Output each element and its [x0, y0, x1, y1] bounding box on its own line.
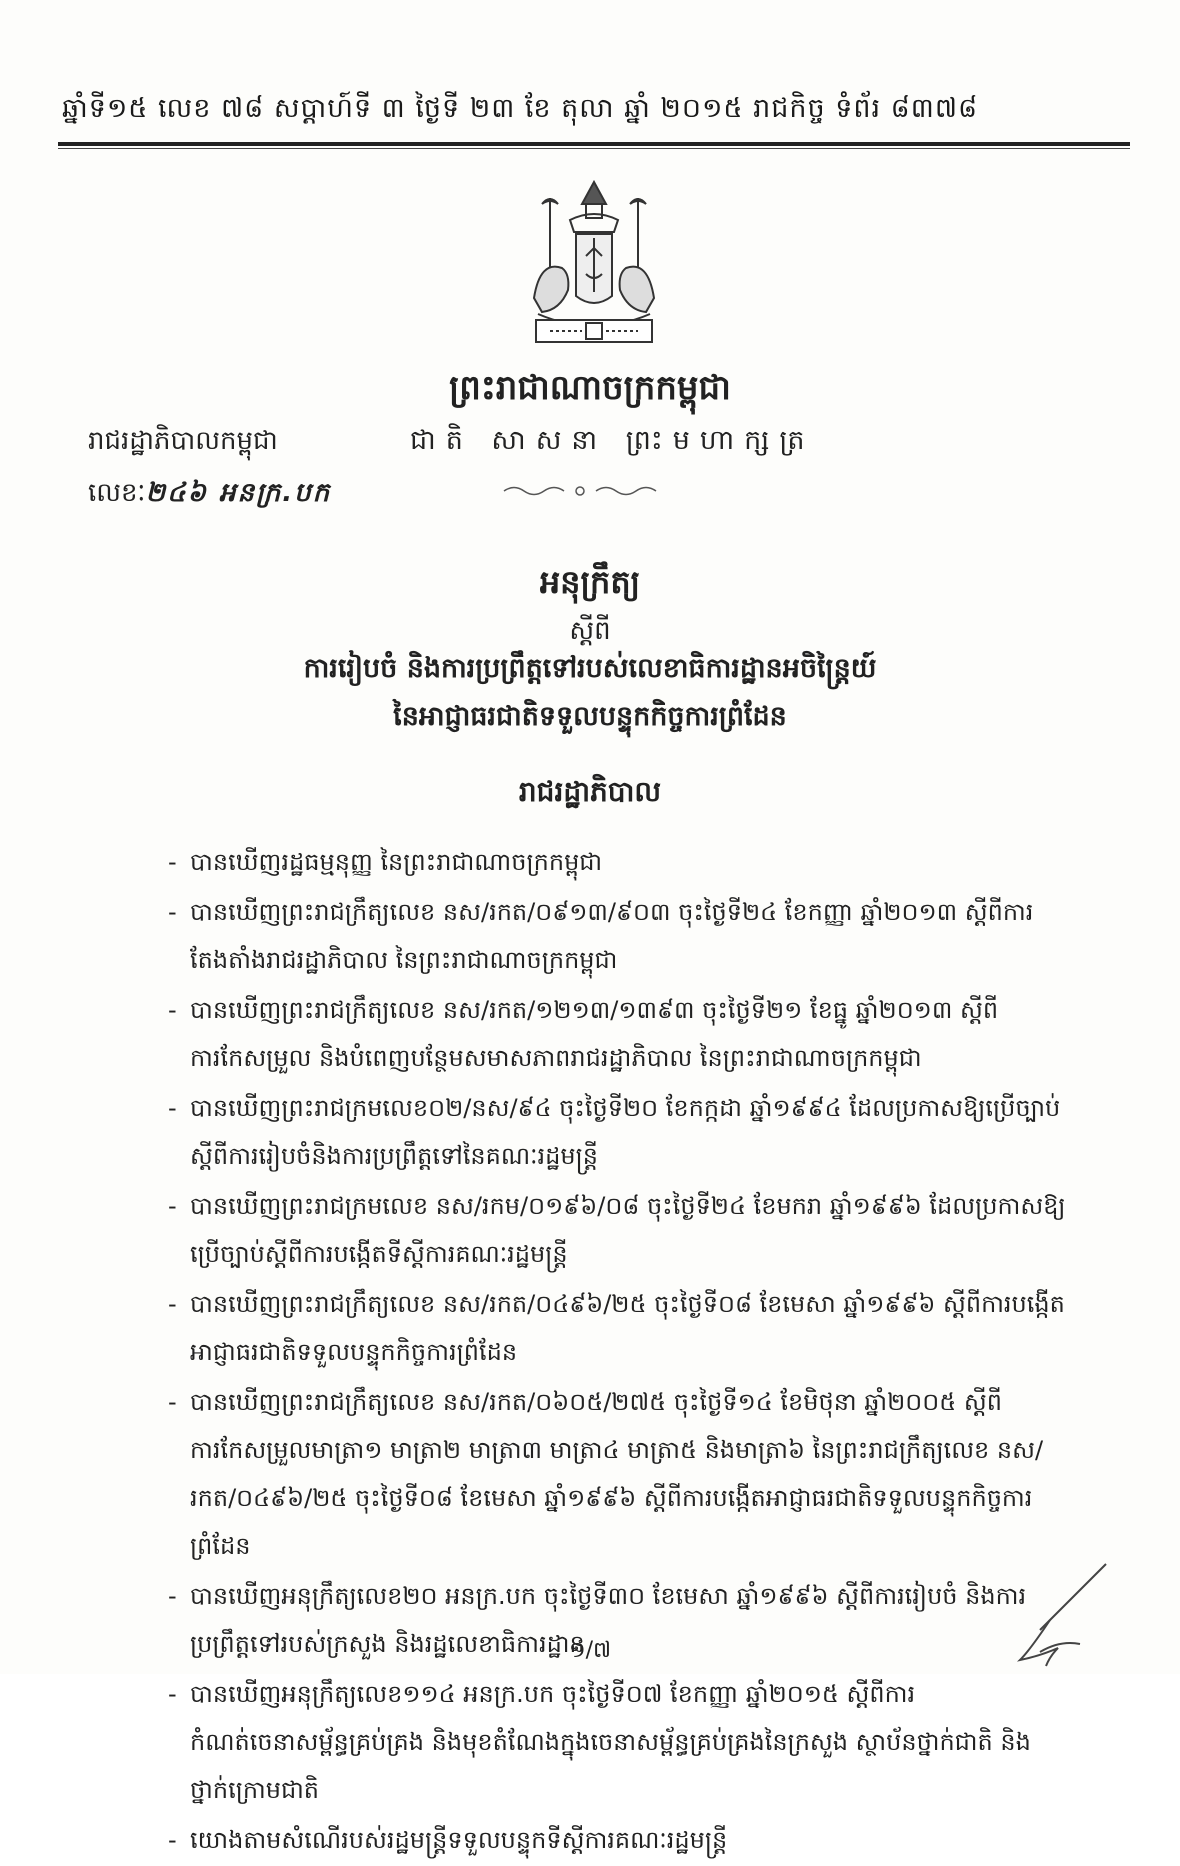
document-type: អនុក្រឹត្យ — [539, 563, 641, 601]
recital-text: បានឃើញព្រះរាជក្រឹត្យលេខ នស/រកត/០៦០៥/២៧៥ ចុះថ្ងៃទី១៤ ខែមិថុនា ឆ្នាំ២០០៥ ស្តីពីការកែសម្រួលមាត្រា១ មាត្រា២ មាត្រា៣ មាត្រា៤ មាត្រា៥ និងមាត្រា៦ នៃព្រះរាជក្រឹត្យលេខ នស/រកត/០៤៩៦/២៥ ចុះថ្ងៃទី០៨ ខែមេសា ឆ្នាំ១៩៩៦ ស្តីពីការបង្កើតអាជ្ញាធរជាតិទទួលបន្ទុកកិច្ចការព្រំដែន — [190, 1388, 1044, 1560]
recital-item: - យោងតាមសំណើរបស់រដ្ឋមន្ត្រីទទួលបន្ទុកទីស្តីការគណៈរដ្ឋមន្ត្រី — [168, 1826, 728, 1854]
recital-item: - បានឃើញព្រះរាជក្រឹត្យលេខ នស/រកត/០៤៩៦/២៥ ចុះថ្ងៃទី០៨ ខែមេសា ឆ្នាំ១៩៩៦ ស្តីពីការបង្កើតអាជ្ញាធរជាតិទទួលបន្ទុកកិច្ចការព្រំដែន — [168, 1290, 1065, 1366]
recital-text: បានឃើញព្រះរាជក្រឹត្យលេខ នស/រកត/០៩១៣/៩០៣ ចុះថ្ងៃទី២៤ ខែកញ្ញា ឆ្នាំ២០១៣ ស្តីពីការតែងតាំងរាជរដ្ឋាភិបាល នៃព្រះរាជាណាចក្រកម្ពុជា — [190, 898, 1034, 974]
recital-text: បានឃើញអនុក្រឹត្យលេខ១១៤ អនក្រ.បក ចុះថ្ងៃទី០៧ ខែកញ្ញា ឆ្នាំ២០១៥ ស្តីពីការកំណត់ចេនាសម្ព័ន្ធគ្រប់គ្រង និងមុខតំណែងក្នុងចេនាសម្ព័ន្ធគ្រប់គ្រងនៃក្រសួង ស្ថាប័នថ្នាក់ជាតិ និងថ្នាក់ក្រោមជាតិ — [190, 1680, 1031, 1804]
recital-item: - បានឃើញព្រះរាជក្រឹត្យលេខ នស/រកត/១២១៣/១៣៩៣ ចុះថ្ងៃទី២១ ខែធ្នូ ឆ្នាំ២០១៣ ស្តីពីការកែសម្រួល និងបំពេញបន្ថែមសមាសភាពរាជរដ្ឋាភិបាល នៃព្រះរាជាណាចក្រកម្ពុជា — [168, 996, 999, 1072]
recital-text: បានឃើញព្រះរាជក្រឹត្យលេខ នស/រកត/១២១៣/១៣៩៣ ចុះថ្ងៃទី២១ ខែធ្នូ ឆ្នាំ២០១៣ ស្តីពីការកែសម្រួល និងបំពេញបន្ថែមសមាសភាពរាជរដ្ឋាភិបាល នៃព្រះរាជាណាចក្រកម្ពុជា — [190, 996, 999, 1072]
recital-item: - បានឃើញព្រះរាជក្រឹត្យលេខ នស/រកត/០៩១៣/៩០៣ ចុះថ្ងៃទី២៤ ខែកញ្ញា ឆ្នាំ២០១៣ ស្តីពីការតែងតាំងរាជរដ្ឋាភិបាល នៃព្រះរាជាណាចក្រកម្ពុជា — [168, 898, 1034, 974]
issuing-authority: រាជរដ្ឋាភិបាលកម្ពុជា — [88, 426, 278, 456]
recital-text: បានឃើញព្រះរាជក្រឹត្យលេខ នស/រកត/០៤៩៦/២៥ ចុះថ្ងៃទី០៨ ខែមេសា ឆ្នាំ១៩៩៦ ស្តីពីការបង្កើតអាជ្ញាធរជាតិទទួលបន្ទុកកិច្ចការព្រំដែន — [190, 1290, 1065, 1366]
recital-text: បានឃើញរដ្ឋធម្មនុញ្ញ នៃព្រះរាជាណាចក្រកម្ពុជា — [190, 848, 603, 876]
document-title-line-1: ការរៀបចំ និងការប្រព្រឹត្តទៅរបស់លេខាធិការដ្ឋានអចិន្ត្រៃយ៍ — [303, 653, 877, 684]
reference-value: ២៤៦ អនក្រ.បក — [145, 478, 332, 508]
recital-text: បានឃើញព្រះរាជក្រមលេខ នស/រកម/០១៩៦/០៨ ចុះថ្ងៃទី២៤ ខែមករា ឆ្នាំ១៩៩៦ ដែលប្រកាសឱ្យប្រើច្បាប់ស្តីពីការបង្កើតទីស្តីការគណៈរដ្ឋមន្ត្រី — [190, 1192, 1066, 1268]
document-title-line-2: នៃអាជ្ញាធរជាតិទទួលបន្ទុកកិច្ចការព្រំដែន — [393, 701, 787, 732]
page-number: ១/៧ — [568, 1638, 612, 1663]
ornament-divider-icon — [500, 484, 660, 498]
recital-item: - បានឃើញព្រះរាជក្រមលេខ០២/នស/៩៤ ចុះថ្ងៃទី២០ ខែកក្កដា ឆ្នាំ១៩៩៤ ដែលប្រកាសឱ្យប្រើច្បាប់ស្តីពីការរៀបចំនិងការប្រព្រឹត្តទៅនៃគណៈរដ្ឋមន្ត្រី — [168, 1094, 1061, 1170]
reference-number — [88, 476, 331, 514]
government-heading: រាជរដ្ឋាភិបាល — [518, 775, 662, 808]
document-about: ស្តីពី — [569, 616, 611, 646]
recital-item: - បានឃើញព្រះរាជក្រឹត្យលេខ នស/រកត/០៦០៥/២៧៥ ចុះថ្ងៃទី១៤ ខែមិថុនា ឆ្នាំ២០០៥ ស្តីពីការកែសម្រួលមាត្រា១ មាត្រា២ មាត្រា៣ មាត្រា៤ មាត្រា៥ និងមាត្រា៦ នៃព្រះរាជក្រឹត្យលេខ នស/រកត/០៤៩៦/២៥ ចុះថ្ងៃទី០៨ ខែមេសា ឆ្នាំ១៩៩៦ ស្តីពីការបង្កើតអាជ្ញាធរជាតិទទួលបន្ទុកកិច្ចការព្រំដែន — [168, 1388, 1044, 1560]
reference-label: លេខៈ — [88, 478, 146, 508]
recital-item: - បានឃើញអនុក្រឹត្យលេខ១១៤ អនក្រ.បក ចុះថ្ងៃទី០៧ ខែកញ្ញា ឆ្នាំ២០១៥ ស្តីពីការកំណត់ចេនាសម្ព័ន្ធគ្រប់គ្រង និងមុខតំណែងក្នុងចេនាសម្ព័ន្ធគ្រប់គ្រងនៃក្រសួង ស្ថាប័នថ្នាក់ជាតិ និងថ្នាក់ក្រោមជាតិ — [168, 1680, 1031, 1804]
recital-item: - បានឃើញព្រះរាជក្រមលេខ នស/រកម/០១៩៦/០៨ ចុះថ្ងៃទី២៤ ខែមករា ឆ្នាំ១៩៩៦ ដែលប្រកាសឱ្យប្រើច្បាប់ស្តីពីការបង្កើតទីស្តីការគណៈរដ្ឋមន្ត្រី — [168, 1192, 1066, 1268]
recital-item: - បានឃើញរដ្ឋធម្មនុញ្ញ នៃព្រះរាជាណាចក្រកម្ពុជា — [168, 848, 603, 876]
recital-text: បានឃើញព្រះរាជក្រមលេខ០២/នស/៩៤ ចុះថ្ងៃទី២០ ខែកក្កដា ឆ្នាំ១៩៩៤ ដែលប្រកាសឱ្យប្រើច្បាប់ស្តីពីការរៀបចំនិងការប្រព្រឹត្តទៅនៃគណៈរដ្ឋមន្ត្រី — [190, 1094, 1061, 1170]
header-rule-thin — [58, 148, 1130, 149]
kingdom-name: ព្រះរាជាណាចក្រកម្ពុជា — [449, 368, 731, 408]
gazette-header: ឆ្នាំទី១៥ លេខ ៧៨ សប្តាហ៍ទី ៣ ថ្ងៃទី ២៣ ខែ តុលា ឆ្នាំ ២០១៥ រាជកិច្ច ទំព័រ ៨៣៧៨ — [62, 93, 979, 124]
recital-text: យោងតាមសំណើរបស់រដ្ឋមន្ត្រីទទួលបន្ទុកទីស្តីការគណៈរដ្ឋមន្ត្រី — [190, 1826, 728, 1854]
recitals-list — [168, 838, 1068, 1866]
recital-text: បានឃើញអនុក្រឹត្យលេខ២០ អនក្រ.បក ចុះថ្ងៃទី៣០ ខែមេសា ឆ្នាំ១៩៩៦ ស្តីពីការរៀបចំ និងការប្រព្រឹត្តទៅរបស់ក្រសួង និងរដ្ឋលេខាធិការដ្ឋាន — [190, 1582, 1027, 1658]
national-motto: ជាតិ សាសនា ព្រះមហាក្សត្រ — [410, 425, 815, 456]
header-rule — [58, 142, 1130, 146]
recital-item: - បានឃើញអនុក្រឹត្យលេខ២០ អនក្រ.បក ចុះថ្ងៃទី៣០ ខែមេសា ឆ្នាំ១៩៩៦ ស្តីពីការរៀបចំ និងការប្រព្រឹត្តទៅរបស់ក្រសួង និងរដ្ឋលេខាធិការដ្ឋាន — [168, 1582, 1027, 1658]
royal-coat-of-arms-icon — [520, 178, 668, 356]
